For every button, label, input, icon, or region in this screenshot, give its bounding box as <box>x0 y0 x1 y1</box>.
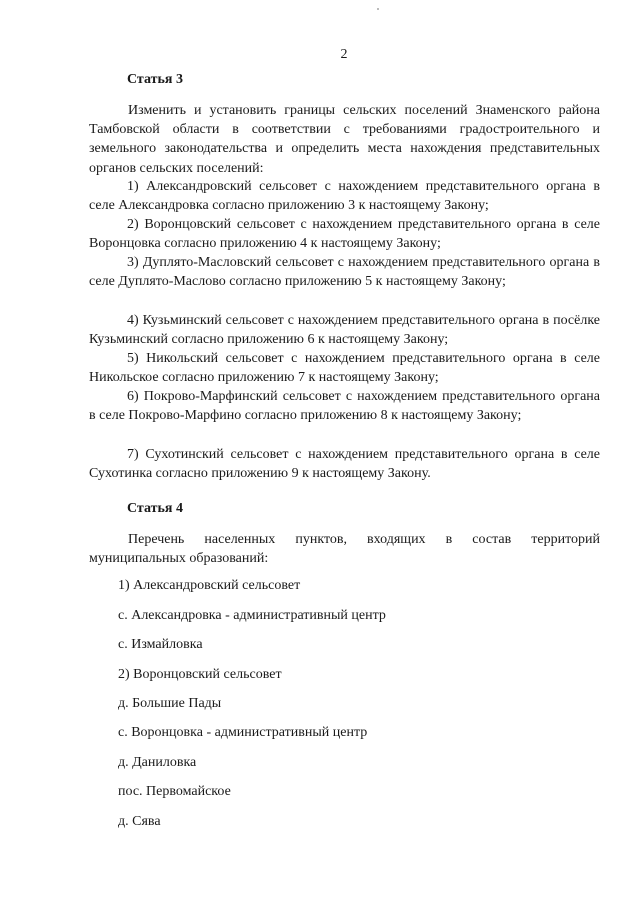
settlement-list-item: д. Сява <box>118 814 161 829</box>
settlement-list-item: д. Большие Пады <box>118 696 222 711</box>
article-3-item-2: 2) Воронцовский сельсовет с нахождением представительного органа в селе Воронцовка согласно приложению 4 к настоящему Закону; <box>89 217 600 252</box>
settlement-list-item: д. Даниловка <box>118 755 197 770</box>
settlement-list-item: пос. Первомайское <box>118 784 231 799</box>
article-3-item-1: 1) Александровский сельсовет с нахождением представительного органа в селе Александровка согласно приложению 3 к настоящему Закону; <box>89 179 600 214</box>
article-4-intro: Перечень населенных пунктов, входящих в состав территорий муниципальных образований: <box>89 532 600 567</box>
article-3-item-4: 4) Кузьминский сельсовет с нахождением представительного органа в посёлке Кузьминский согласно приложению 6 к настоящему Закону; <box>89 313 600 348</box>
article-3-item-7: 7) Сухотинский сельсовет с нахождением представительного органа в селе Сухотинка согласно приложению 9 к настоящему Закону. <box>89 447 600 482</box>
article-3-intro: Изменить и установить границы сельских поселений Знаменского района Тамбовской области в соответствии с требованиями градостроительного и земельного законодательства и определить места нахождения представительных органов сельских поселений: <box>89 103 600 176</box>
article-3-item-3: 3) Дуплято-Масловский сельсовет с нахождением представительного органа в селе Дуплято-Маслово согласно приложению 5 к настоящему Закону; <box>89 255 600 290</box>
settlement-list-item: 1) Александровский сельсовет <box>118 578 301 593</box>
settlement-list-item: 2) Воронцовский сельсовет <box>118 667 282 682</box>
settlement-list-item: с. Воронцовка - административный центр <box>118 725 368 740</box>
scan-artifact <box>377 8 379 10</box>
article-3-heading: Статья 3 <box>127 72 183 87</box>
settlement-list-item: с. Измайловка <box>118 637 203 652</box>
page-number: 2 <box>340 47 348 62</box>
article-4-heading: Статья 4 <box>127 501 183 516</box>
article-3-item-5: 5) Никольский сельсовет с нахождением представительного органа в селе Никольское согласно приложению 7 к настоящему Закону; <box>89 351 600 386</box>
settlement-list-item: с. Александровка - административный центр <box>118 608 386 623</box>
article-3-item-6: 6) Покрово-Марфинский сельсовет с нахождением представительного органа в селе Покрово-Марфино согласно приложению 8 к настоящему Закону; <box>89 389 600 424</box>
